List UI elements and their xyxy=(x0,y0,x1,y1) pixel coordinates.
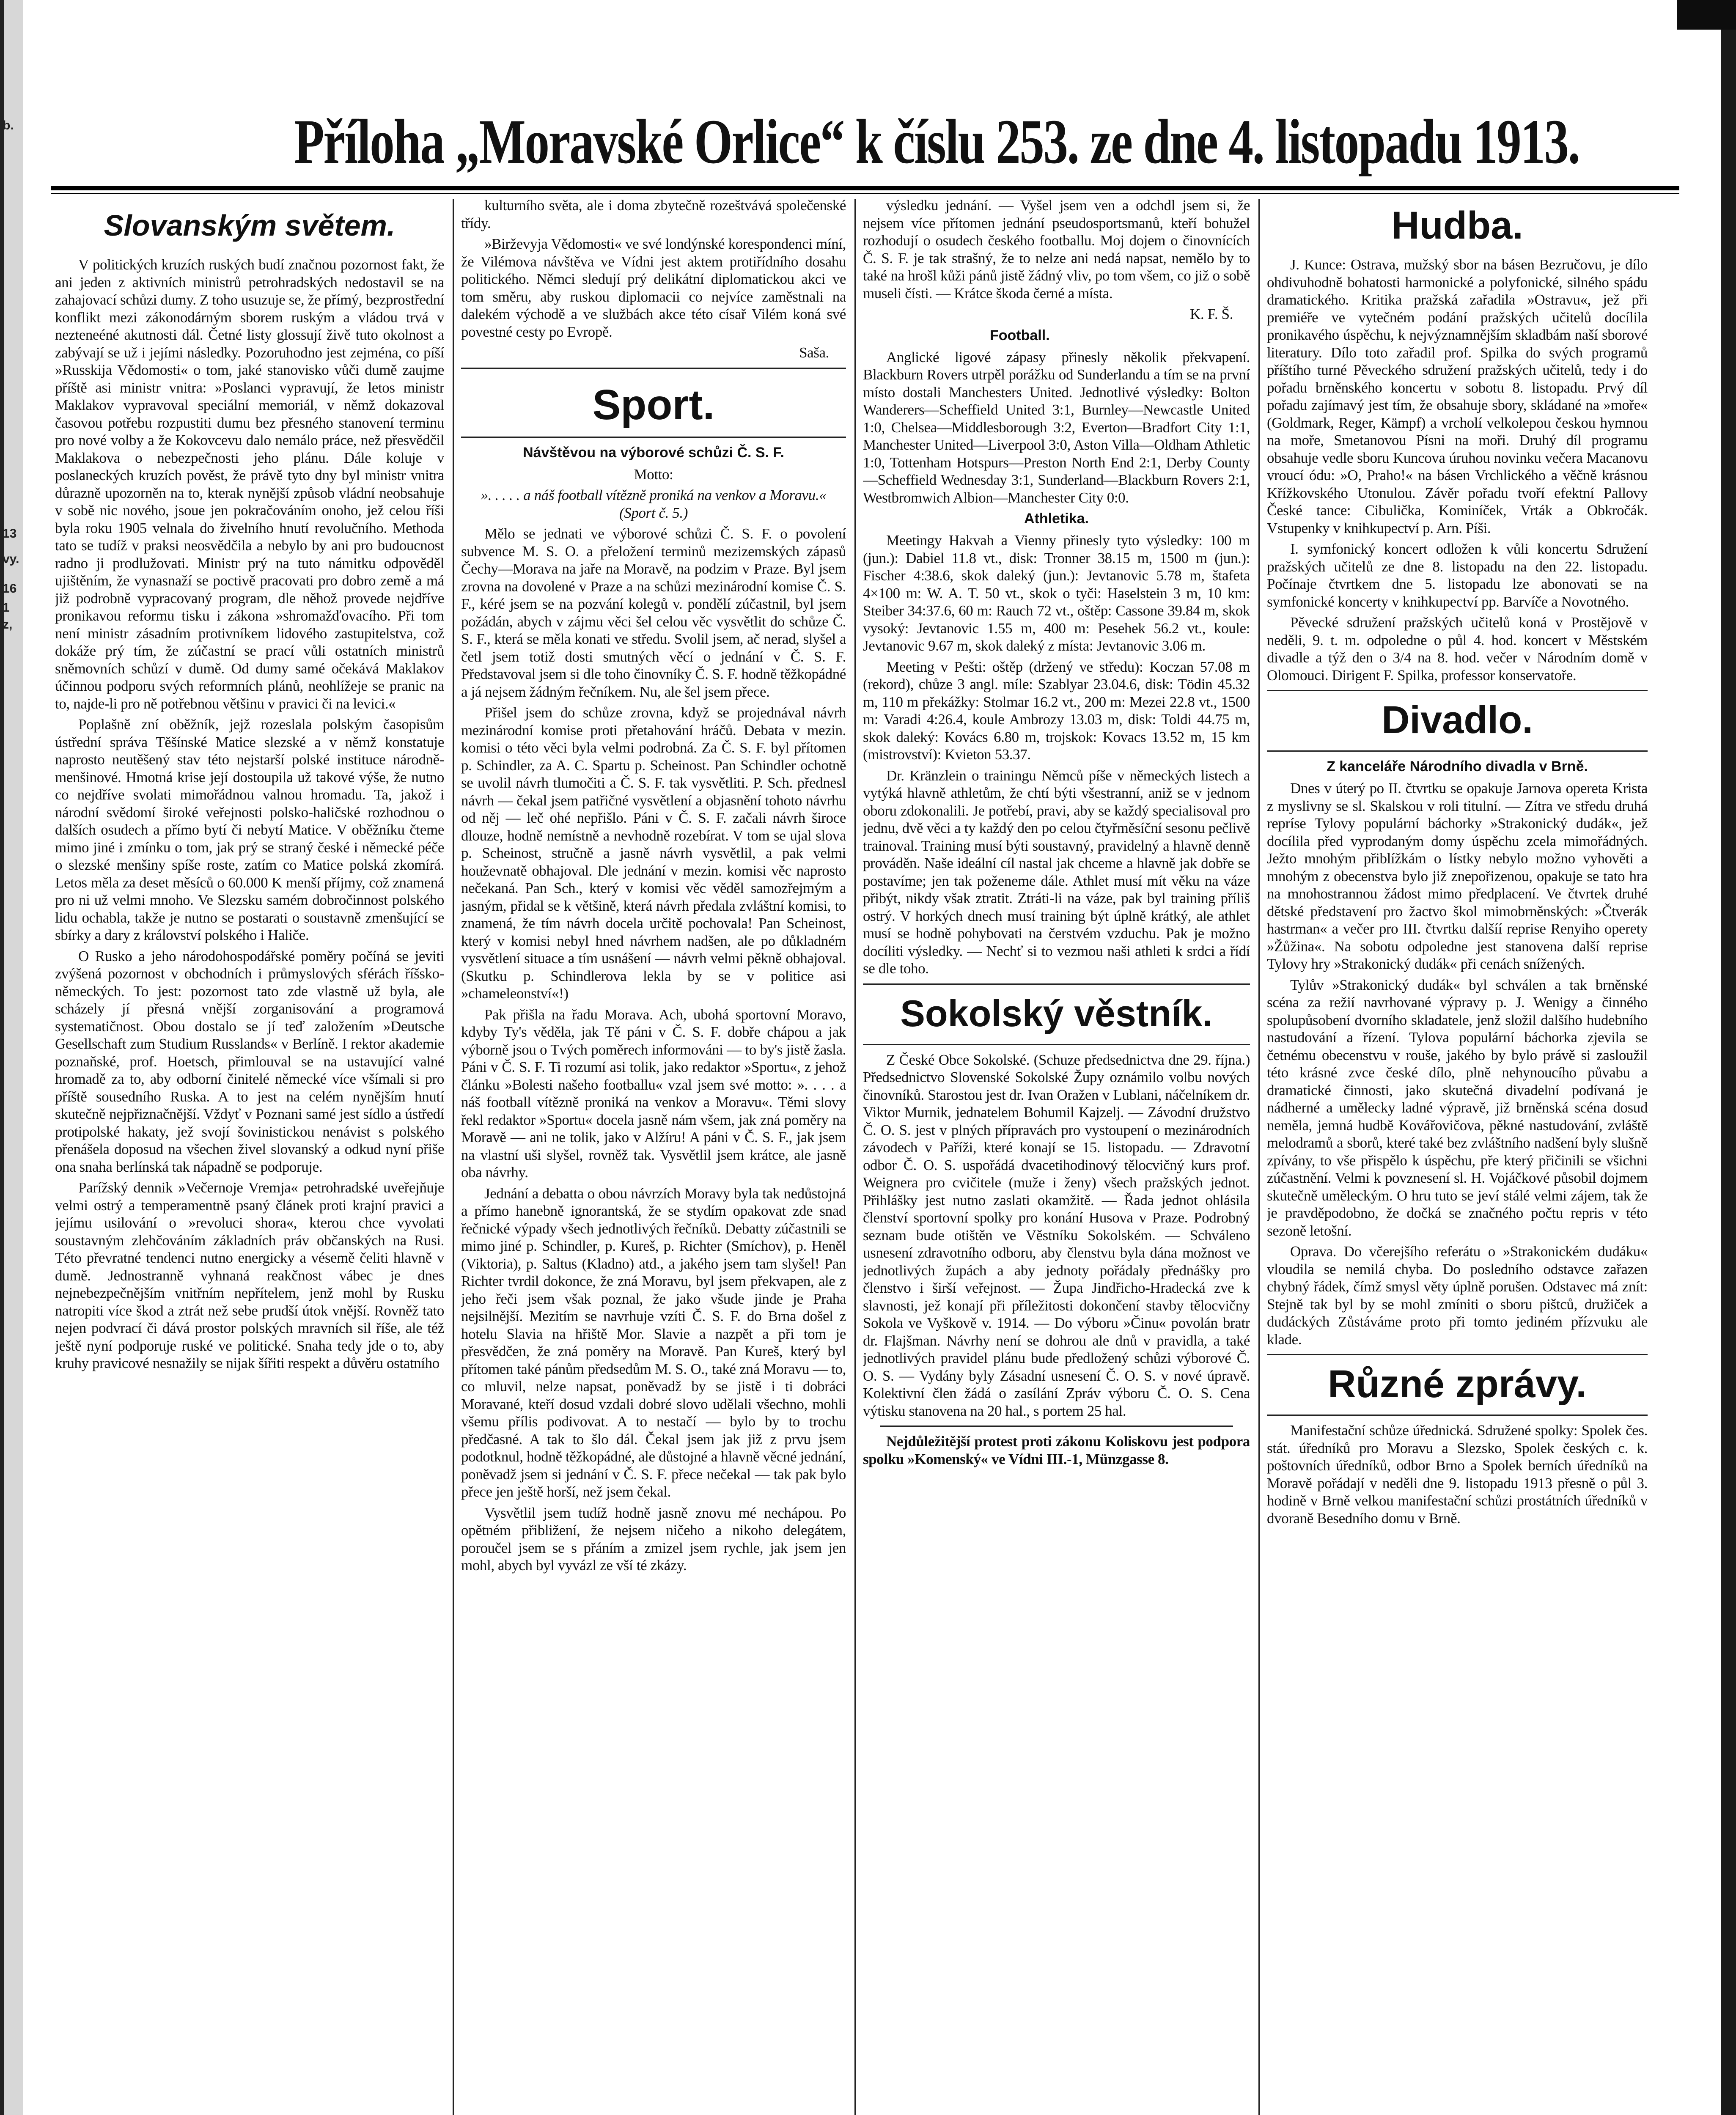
article-paragraph: Pak přišla na řadu Morava. Ach, ubohá sportovní Moravo, kdyby Ty's věděla, jak Tě páni v Č. S. F. dobře chápou a jak výborně jsou o Tvých poměrech informováni — to by's jistě žasla. Páni v Č. S. F. Ti rozumí asi tolik, jako redaktor »Sportu«, z jehož článku »Bolesti našeho footballu« vzal jsem své motto: ». . . . a náš football vítězně proniká na venkov a Moravu«. Těmi slovy řekl redaktor »Sportu« docela jasně nám všem, jak zná poměry na Moravě — ani ne tolik, jako v Alžíru! A páni v Č. S. F., jak jsem na vlastní uši slyšel, rovněž tak. Vysvětlil jsem krátce, ale jasně oba návrhy. xyxy=(461,1006,846,1181)
scan-right-edge xyxy=(1721,0,1736,2115)
article-signature: Saša. xyxy=(799,344,829,361)
article-paragraph: Dnes v úterý po II. čtvrtku se opakuje Jarnova opereta Krista z myslivny se sl. Skalskou v roli titulní. — Zítra ve středu druhá repríse Tylovy populární báchorky »Strakonický dudák«, jež docílila před vyprodaným domy úspěchu zcela mimořádných. Ježto mnohým přiblížkám o lístky nebylo možno vyhověti a mnohým z obecenstva bylo již znepořizenou, opakuje se tato hra na mnohostrannou žádost mimo předplacení. Ve čtvrtek druhé dětské představení pro žactvo škol mimobrněnských: »Čtverák hastrman« a večer pro III. čtvrtku dalšíí reprise Renyiho operety »Žůžina«. Na sobotu odpoledne jest stanovena další reprise Tylovy hry »Strakonický dudák« při cenách snížených. xyxy=(1267,780,1648,972)
section-rule xyxy=(461,437,846,438)
section-heading-divadlo: Divadlo. xyxy=(1382,698,1533,742)
article-paragraph: Meeting v Pešti: oštěp (držený ve středu): Koczan 57.08 m (rekord), chůze 3 angl. míle: Szablyar 23.04.6, disk: Tödin 45.32 m, 110 m překážky: Stolmar 16.2 vt., 200 m: Mezei 22.8 vt., 1500 m: Varadi 4:26.4, koule Ambrozy 13.03 m, disk: Toldi 44.75 m, skok daleký: Kovács 6.80 m, trojskok: Kovacs 13.52 m, 15 km (mistrovství): Kvieton 53.37. xyxy=(863,658,1250,763)
article-paragraph: J. Kunce: Ostrava, mužský sbor na básen Bezručovu, je dílo ohdivuhodně bohatosti harmonické a polyfonické, silného spádu dramatického. Kritika pražská zařadila »Ostravu«, jež při premiéře ve vytečném podání pražských učitelů docílila pronikavého úspěchu, k nejvýznamnějším skladbám naší sborové literatury. Dílo toto zařadil prof. Spilka do svých programů příštího turné Pěveckého sdružení pražských učitelů, tedy i do pořadu brněnského koncertu v sobotu 8. listopadu. Prvý díl pořadu zajímavý jest tím, že obsahuje sbory, skládané na »moře« (Goldmark, Reger, Kämpf) a vrcholí velkolepou českou hymnou na moře, Smetanovou Písni na moři. Druhý díl programu obsahuje vedle sboru Kuncova úruhou novinku večera Macanovu vroucí ódu: »O, Praho!« na básen Vrchlického a věčně krásnou Křížkovského Utonulou. Závěr pořadu tvoří efektní Pallovy České tance: Cibulička, Kominíček, Vrták a Obkročák. Vstupenky v knihkupectví p. Arn. Píši. xyxy=(1267,256,1648,536)
article-paragraph: Anglické ligové zápasy přinesly několik překvapení. Blackburn Rovers utrpěl porážku od Sunderlandu a tím se na první místo dostali Manchesters United. Jednotlivé výsledky: Bolton Wanderers—Scheffield United 3:1, Burnley—Newcastle United 1:0, Chelsea—Middlesborough 3:2, Everton—Bradfort City 1:1, Manchester United—Liverpool 3:0, Aston Villa—Oldham Athletic 1:0, Tottenham Hotspurs—Preston North End 2:1, Derby County—Scheffield Wednesday 3:1, Sunderland—Blackburn Rovers 2:1, Westbromwich Albion—Manchester City 0:0. xyxy=(863,349,1250,506)
article-paragraph: Vysvětlil jsem tudíž hodně jasně znovu mé nechápou. Po opětném přibližení, že nejsem ničeho a nikoho delegátem, poroučel jsem se s přáním a zmizel jsem rychle, jak jsem jen mohl, abych byl vyvázl ze vší té zkázy. xyxy=(461,1504,846,1574)
article-paragraph: Pěvecké sdružení pražských učitelů koná v Prostějově v neděli, 9. t. m. odpoledne o půl 4. hod. koncert v Městském divadle a týž den o 3/4 na 8. hod. večer v Národním domě v Olomouci. Dirigent F. Spilka, professor konservatoře. xyxy=(1267,614,1648,684)
section-rule xyxy=(863,1044,1250,1045)
column-2 xyxy=(461,197,846,2115)
margin-fragment: b. xyxy=(3,118,14,132)
motto-text: ». . . . . a náš football vítězně proniká na venkov a Moravu.« (Sport č. 5.) xyxy=(481,487,827,521)
section-rule xyxy=(1267,690,1648,691)
column-3 xyxy=(863,197,1250,2115)
article-paragraph: Tylův »Strakonický dudák« byl schválen a tak brněnské scéna za režií navrhované výpravy p. J. Wenigy a činného spolupůsobení dvorního skladatele, jenž složil dalšího hudebního nastudování a řízení. Tylova populární báchorka zjevila se četnému obecenstvu v rouše, jakého by bylo právě si zasloužil této krásné zvce české dílo, plně nehynoucího půvabu a dramatické činnosti, jako skutečná divadelní podívaná je nádherné a umělecky ladné výpravě, již brněnská scéna dosud neměla, jemná hudbě Kovářovičova, pěkné nastudování, zvláště melodramů a sborů, které také bez zvláštního nadšení byly slušně zpívány, to vše přispělo k úspěchu, pře který přičinili se všichni zúčastnění. Velmi k povznesení sl. H. Vojáčkové působil dojmem skutečně uměleckým. O hru tuto se jeví stálé velmi zájem, tak že je pravděpodobno, že dočká se značného počtu repris v této sezoně letošní. xyxy=(1267,976,1648,1239)
section-rule xyxy=(863,983,1250,985)
article-paragraph: Mělo se jednati ve výborové schůzi Č. S. F. o povolení subvence M. S. O. a přeložení terminů mezizemských zápasů Čechy—Morava na jaře na Moravě, na podzim v Praze. Byl jsem zrovna na dovolené v Praze a na schůzi mezinárodní komise Č. S. F., kéré jsem se na pozvání kolegů v. pondělí zúčastnil, byl jsem požádán, abych v zájmu věci šel celou věc vysvětlit do schůze Č. S. F., která se měla konati ve středu. Svolil jsem, ač nerad, slyšel a četl jsem totiž dosti smutných věcí o jednání v Č. S. F. Představoval jsem si dle toho činovníky Č. S. F. hodně těžkopádné a já nejsem žádným řečníkem. Nu, ale šel jsem přece. xyxy=(461,525,846,700)
article-subheading: Z kanceláře Národního divadla v Brně. xyxy=(1327,758,1588,775)
article-paragraph: I. symfonický koncert odložen k vůli koncertu Sdružení pražských učitelů ze dne 8. listopadu na den 22. listopadu. Počínaje čtvrtkem dne 5. listopadu lze abonovati se na symfonické koncerty v knihkupectví pp. Barvíče a Novotného. xyxy=(1267,541,1648,610)
article-paragraph: kulturního světa, ale i doma zbytečně rozeštvává společenské třídy. xyxy=(461,197,846,231)
section-rule xyxy=(1267,1354,1648,1355)
margin-fragment: 13 xyxy=(3,527,17,541)
article-paragraph: »Birževyja Vědomosti« ve své londýnské korespondenci míní, že Vilémova návštěva ve Vídni jest aktem protiřídního dosahu politického. Němci sledují prý delikátní diplomatickou akci ve tom směru, aby ruskou diplomacii co nejvíce zaměstnali na dalekém východě a ve službách akce této císař Vilém koná své povestné cesty po Evropě. xyxy=(461,236,846,340)
article-subheading: Návštěvou na výborové schůzi Č. S. F. xyxy=(523,444,784,461)
column-divider xyxy=(854,199,856,2115)
protest-note: Nejdůležitější protest proti zákonu Koliskovu jest podpora spolku »Komenský« ve Vídni III.-1, Münzgasse 8. xyxy=(863,1433,1250,1467)
article-paragraph: Manifestační schůze úřednická. Sdružené spolky: Spolek čes. stát. úředníků pro Moravu a Slezsko, Spolek českých c. k. poštovních úředníků, odbor Brno a Spolek berních úředníků na Moravě pořádají v neděli dne 9. listopadu 1913 přesně o půl 3. hodině v Brně velkou manifestační schůzi prostátních úředníků v dvoraně Besedního domu v Brně. xyxy=(1267,1422,1648,1527)
article-paragraph: Poplašně zní oběžník, jejž rozeslala polským časopisům ústřední správa Těšínské Matice slezské a v němž konstatuje naprosto neutěšený stav této nejstarší polské instituce národně-menšinové. Hmotná krise její dostoupila už takové výše, že nutno co nejdříve svolati mimořádnou valnou hromadu. Ta, jakož i národní svědomí široké veřejnosti polsko-haličské rozhodnou o dalších osudech a přímo bytí či nebytí Matice. V oběžníku čteme mimo jiné i zmínku o tom, jak prý se straný české i německé péče o slezské menšiny spíše roste, zatím co Matice polská zkomírá. Letos měla za deset měsíců o 60.000 K menší příjmy, což znamená pro ni už velmi mnoho. Ve Slezsku samém dobročinnost polského lidu ochabla, takže je nutno se postarati o soustavně zmenšující se sbírky a dary z království polského i Haliče. xyxy=(55,716,444,943)
article-heading-slovanskym-svetem: Slovanským světem. xyxy=(104,209,396,242)
scan-left-edge xyxy=(0,0,23,2115)
article-paragraph: Parížský dennik »Večernoje Vremja« petrohradské uveřejňuje velmi ostrý a temperamentně psaný článek proti krajní pravici a jejímu usilování o »revoluci shora«, kterou chce vyvolati soustavným zlehčováním základních práv občanských na Rusi. Této převratné tendenci nutno energicky a vésemě čeliti hlavně v dumě. Jednostranně vyhnaná reakčnost vábec je dnes nejnebezpečnějším vnitřním nepřítelem, jenž mohl by Rusku natropiti více škod a ztrát než sebe prudší útok vnější. Rovněž tato nejen podvrací či dává prostor polských mravních sil říše, ale též ještě nyní podporuje ruské ve politické. Snaha tedy jde o to, aby kruhy pravicové nesnažily se nijak šířiti respekt a důvěru ostatního xyxy=(55,1179,444,1371)
section-rule xyxy=(1267,750,1648,752)
section-heading-hudba: Hudba. xyxy=(1391,204,1523,247)
article-paragraph: Oprava. Do včerejšího referátu o »Strakonickém dudáku« vloudila se nemilá chyba. Do posledního odstavce zařazen chybný řádek, čímž smysl věty úplně porušen. Odstavec má znít: Stejně tak byl by se mohl zmíniti o sboru pištců, družiček a dudáckých Zůstáváme proto při tomto jediném přízvuku ale klade. xyxy=(1267,1243,1648,1348)
column-1 xyxy=(55,197,444,2115)
subsection-heading-athletika: Athletika. xyxy=(1024,511,1089,527)
article-signature: K. F. Š. xyxy=(1190,306,1233,322)
margin-fragment: 1 xyxy=(3,601,10,615)
margin-fragment: 16 xyxy=(3,582,17,596)
article-paragraph: Dr. Kränzlein o trainingu Němců píše v německých listech a vytýká hlavně athletům, že chtí býti všestranní, aniž se v jednom oboru zdokonalili. Je potřebí, pravi, aby se každý specialisoval pro jednu, dvě věci a ty každý den po celou čtyřměsíční sesonu pečlivě trainoval. Training musí býti soustavný, pravidelný a hlavně denně prováděn. Naše ideální cíl nastal jak chceme a hlavně jak dobře se postavíme; jen tak poženeme dále. Athlet musí mít věku na váze přibýt, nikdy však ztratit. Ztráti-li na váze, pak byl training příliš ostrý. V horkých dnech musí training být úplně krátký, ale athlet musí se hodně pohybovati na čerstvém vzduchu. Pak je možno docíliti výsledky. — Nechť si to vezmou naši athleti k srdci a řídí se dle toho. xyxy=(863,767,1250,977)
article-paragraph: Z České Obce Sokolské. (Schuze předsednictva dne 29. října.) Předsednictvo Slovenské Sokolské Župy oznámilo volbu nových činovníků. Starostou jest dr. Ivan Oražen v Lublani, náčelníkem dr. Viktor Murnik, jednatelem Bohumil Kajzelj. — Závodní družstvo Č. O. S. jest v plných přípravách pro vystoupení o mezinárodních závodech v Paříži, které konají se 15. listopadu. — Zdravotní odbor Č. O. S. uspořádá dvacetihodinový tělocvičný kurs prof. Weignera pro cvičitele (muže i ženy) všech pražských jednot. Přihlášky jest nutno zaslati okamžitě. — Řada jednot ohlásila členství sportovní spolky pro konání Husova v Praze. Podrobný seznam bude otištěn ve Věstníku Sokolském. — Schváleno usnesení zdravotního odboru, aby členstvu byla dána možnost ve jednotlivých župách a aby jednoty pořádaly přednášky pro členstvo i širší veřejnost. — Župa Jindřicho-Hradecká zve k slavnosti, jež konají při příležitosti dokončení stavby tělocvičny Sokola ve Vyškově v. 1914. — Do výboru »Činu« povolán bratr dr. Flajšman. Návrhy není se dohrou ale dnů v pravidla, a také jednotlivých pravidel plánu bude předložený schůzi výborové Č. O. S. — Vydány byly Zásadní usnesení Č. O. S. v nové úpravě. Kolektivní člen žádá o zasílání Zpráv výboru Č. O. S. Cena výtisku stanovena na 20 hal., s portem 25 hal. xyxy=(863,1051,1250,1419)
motto-label: Motto: xyxy=(634,466,673,483)
header-rule-thin xyxy=(51,193,1679,194)
article-paragraph: Přišel jsem do schůze zrovna, když se projednával návrh mezinárodní komise proti přetahování hráčů. Debata v mezin. komisi o této věci byla velmi podrobná. Za Č. S. F. byl přítomen p. Schindler, za A. C. Spartu p. Scheinost. Pan Schindler ochotně se uvolil návrh tlumočiti a Č. S. F. tak vysvětliti. P. Sch. přednesl návrh — čekal jsem patřičné vysvětlení a objasnění tohoto návrhu od něj — leč ohé nepřišlo. Páni v Č. S. F. začali návrh široce dlouze, hodně nemístně a nevhodně rozebírat. V tom se ujal slova p. Scheinost, stručně a jasně návrh vysvětlil, a pak velmi houževnatě obhajoval. Dle jednání v mezin. komisi věc naprosto nečekaná. Pan Sch., který v komisi věc věděl samozřejmým a jasným, přidal se k většině, která návrh předala zvláštní komisi, to znamená, že tím návrh docela určitě pochovala! Pan Scheinost, který v komisi nebyl hned návrhem nadšen, ale po důkladném vysvětlení situace a tím usnášení — návrh velmi pěkně obhajoval. (Skutku p. Schindlerova lekla by se v politice asi »chameleonství«!) xyxy=(461,704,846,1002)
column-divider xyxy=(453,199,454,2115)
section-heading-sport: Sport. xyxy=(592,381,715,428)
section-heading-ruzne-zpravy: Různé zprávy. xyxy=(1328,1362,1587,1406)
margin-fragment: z, xyxy=(3,618,13,632)
page-header-title: Příloha „Moravské Orlice“ k číslu 253. ze dne 4. listopadu 1913. xyxy=(294,107,1579,177)
article-paragraph: výsledku jednání. — Vyšel jsem ven a odchdl jsem si, že nejsem více přítomen jednání pseudosportsmanů, kteří bohužel rozhodují o osudech českého footballu. Moj dojem o činovnících Č. S. F. je tak strašný, že to nelze ani nedá napsat, nemělo by to také na hrošl kůži pánů jistě žádný vliv, po tom všem, co již o sobě museli čísti. — Krátce škoda černé a místa. xyxy=(863,197,1250,302)
section-rule xyxy=(1267,1415,1648,1416)
margin-fragment: vy. xyxy=(3,552,19,566)
section-heading-sokolsky-vestnik: Sokolský věstník. xyxy=(900,992,1213,1034)
header-rule xyxy=(51,186,1679,190)
column-4 xyxy=(1267,197,1648,2115)
article-paragraph: O Rusko a jeho národohospodářské poměry počíná se jeviti zvýšená pozornost v obchodních i průmyslových sférách říšsko-německých. To jest: pozornost tato zde vlastně už byla, ale scházely jí přesná vnější zorganisování a programová systematičnost. Obou dostalo se jí teď založením »Deutsche Gesellschaft zum Studium Russlands« v Berlíně. I rektor akademie poznaňské, prof. Hoetsch, přimlouval se na ustavující valné hromadě za to, aby odborní činitelé německé více všímali si pro příště sousedního Ruska. A to jest na celém nynějším hnutí skutečně nejpřiznačnější. Vždyť v Poznani samé jest sídlo a ústředí protipolské hakaty, jež svojí šovinistickou nenávist s polského přenášela doposud na všechen živel slovanský a odkud nyní přiše ona snaha berlínská tak nápadně se podporuje. xyxy=(55,948,444,1175)
article-paragraph: V politických kruzích ruských budí značnou pozornost fakt, že ani jeden z aktivních ministrů petrohradských nedostavil se na zahajovací schůzi dumy. Z toho usuzuje se, že přímý, bezprostřední konflikt mezi zákonodárným sborem ruským a vládou trvá v nezteneéné akutnosti dál. Četné listy glossují živě tuto okolnost a zabývají se už i jejími následky. Pozoruhodno jest zejména, co píší »Russkija Vědomosti« o tom, jaké stanovisko vůči dumě zaujme příště asi ministr vnitra: »Poslanci vypravují, že letos ministr Maklakov vypravoval speciální memoriál, v němž dokazoval časovou potřebu rozpustiti dumu bez přesného stanovení terminu pro nové volby a že Kokovcevu dalo nemálo práce, než přesvědčil Maklakova o nebezpečnosti jeho plánu. Dále koluje v poslaneckých kruzích pověst, že právě tyto dny byl ministr vnitra důrazně upozorněn na to, kterak nynější způsob vládní neobsahuje v sobě nic nového, jsoue jen pokračováním onoho, jež celou říši byla roku 1905 velnala do živelního hnutí revolučního. Methoda tato se tudíž v praksi neosvědčila a nebylo by ani pro budoucnost radno ji prodlužovati. Ministr prý na tuto námitku odpověděl ujištěním, že vynasnaží se poctivě pracovati pro dobro země a má již podrobně vypracovaný program, dle něhož provede nejdříve pronikavou reformu tisku i zákona »shromažďovacího. Při tom není ministr zásadním protivníkem lidového zastupitelstva, což dokáže prý tím, že zúčastní se prací vůli ostatních ministrů sněmovních schůzí v dumě. Od dumy samé očekává Maklakov účinnou podporu svých reformních plánů, neohlížeje se pranic na to, najde-li pro ně potřebnou většinu v pravici či na levici.« xyxy=(55,256,444,712)
subsection-heading-football: Football. xyxy=(990,327,1050,343)
article-paragraph: Meetingy Hakvah a Vienny přinesly tyto výsledky: 100 m (jun.): Dabiel 11.8 vt., disk: Tronner 38.15 m, 1500 m (jun.): Fischer 4:38.6, skok daleký (jun.): Jevtanovic 5.78 m, štafeta 4×100 m: W. A. T. 50 vt., skok o tyči: Haselstein 3 m, 10 km: Steiber 34:37.6, 60 m: Rauch 72 vt., oštěp: Cassone 39.84 m, skok vysoký: Jevtanovic 1.55 m, 400 m: Pesehek 56.2 vt., koule: Jevtanovic 9.67 m, skok daleký z místa: Jevtanovic 3.06 m. xyxy=(863,532,1250,654)
article-paragraph: Jednání a debatta o obou návrzích Moravy byla tak nedůstojná a přímo hanebně ignorantská, že se stydím opakovat zde snad řečnické výpady všech jednotlivých řečníků. Debatty zúčastnili se mimo jiné p. Schindler, p. Kureš, p. Richter (Smíchov), p. Heněl (Viktoria), p. Saltus (Kladno) atd., a jakého jsem tam slyšel! Pan Richter tvrdil dokonce, že zná Moravu, byl jsem překvapen, ale z jeho řeči jsem však poznal, že jako všude jinde je Praha nejsilnější. Mezitím se navrhuje vzíti Č. S. F. do Brna došel z hotelu Slavia na hřiště Mor. Slavie a nazpět a při tom je přesvědčen, že zná poměry na Moravě. Pan Kureš, který byl přítomen také pánům předsedům M. S. O., také zná Moravu — to, co mluvil, nelze napsat, poněvadž by se jistě i ti dobráci Moravané, kteří dosud vzdali dobré slovo udělali všechno, mohli všemu přílis podivovat. A to nestačí — bylo by to trochu předčasné. A tak to šlo dál. Čekal jsem jak již z prvu jsem podotknul, hodně těžkopádné, ale důstojné a hlavně věcné jednání, poněvadž jsem si jednání v Č. S. F. přece nečekal — tak pak bylo přece jen ještě horší, než jsem čekal. xyxy=(461,1185,846,1500)
section-rule xyxy=(880,1426,1233,1427)
section-rule xyxy=(461,368,846,369)
column-divider xyxy=(1258,199,1260,2115)
